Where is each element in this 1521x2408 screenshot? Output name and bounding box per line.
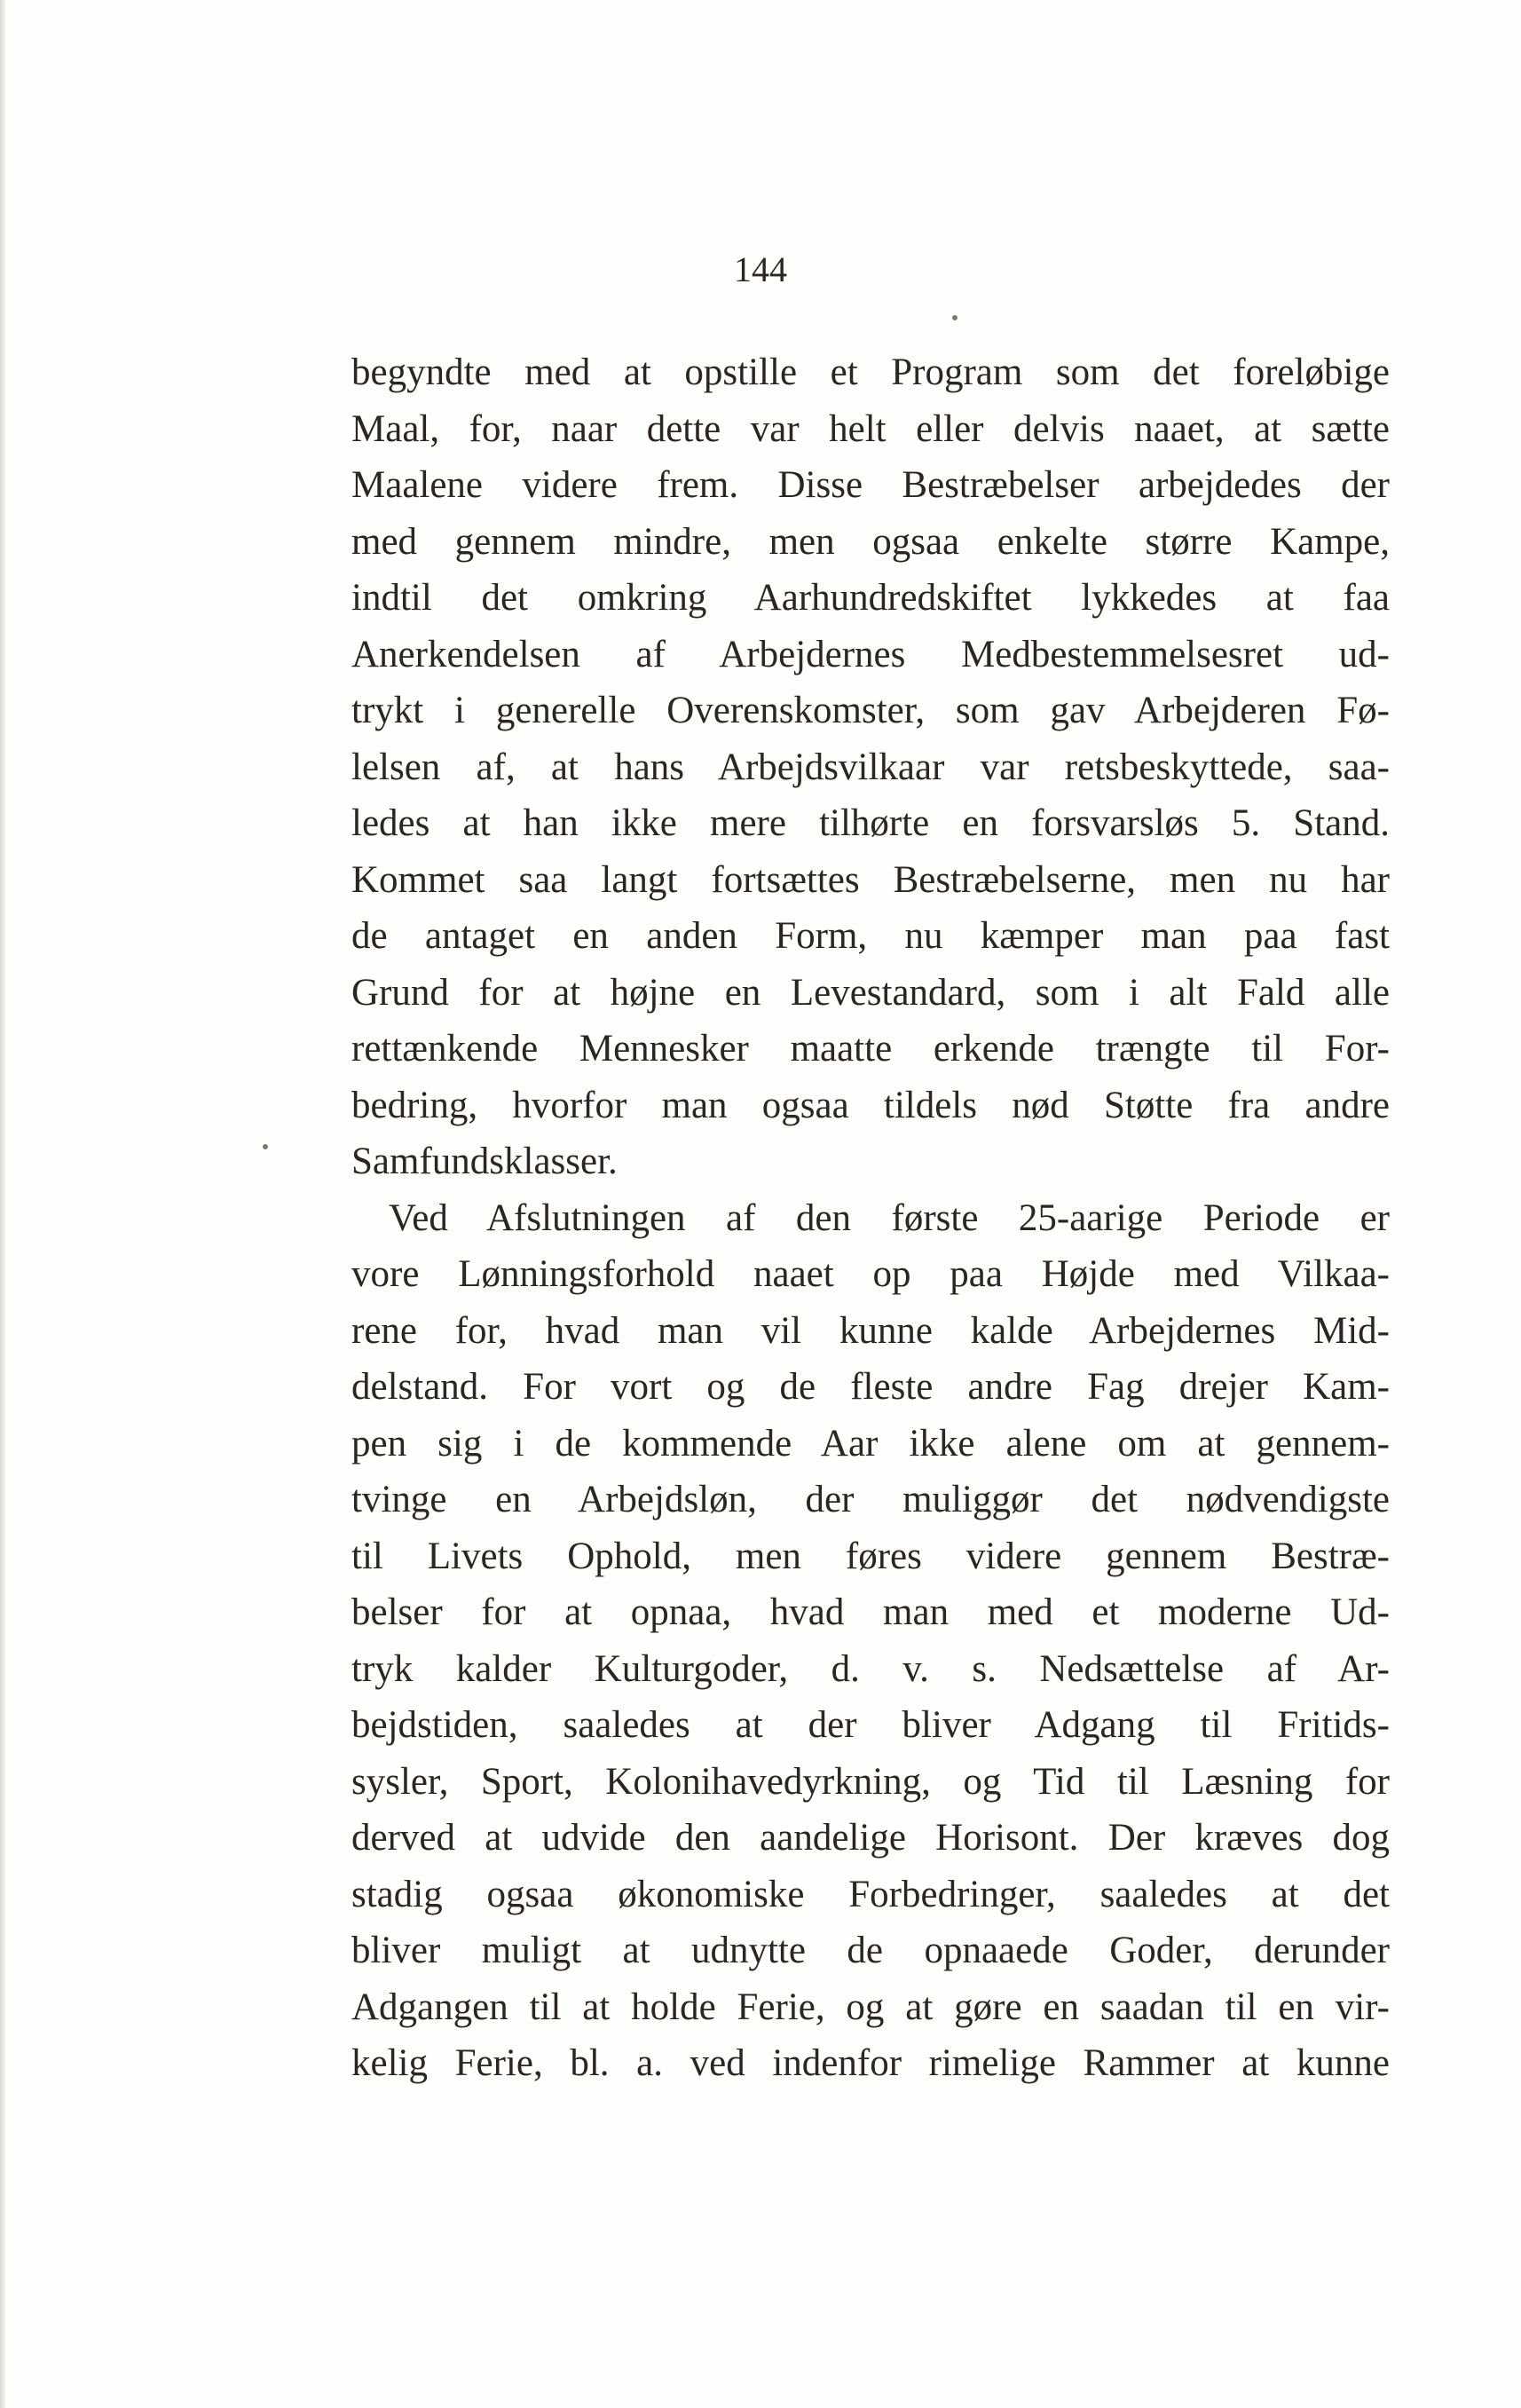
text-line: Ved Afslutningen af den første 25-aarige Periode er — [389, 1196, 1390, 1239]
speck-mark — [263, 1144, 268, 1149]
text-line: begyndte med at opstille et Program som det foreløbige — [351, 351, 1390, 393]
text-line: Kommet saa langt fortsættes Bestræbelserne, men nu har — [351, 858, 1390, 901]
text-line: stadig ogsaa økonomiske Forbedringer, saaledes at det — [351, 1873, 1390, 1915]
text-line: kelig Ferie, bl. a. ved indenfor rimelige Rammer at kunne — [351, 2042, 1390, 2084]
text-line: Adgangen til at holde Ferie, og at gøre en saadan til en vir- — [351, 1986, 1390, 2028]
text-line: tvinge en Arbejdsløn, der muliggør det nødvendigste — [351, 1479, 1390, 1520]
page-binding-edge — [0, 0, 5, 2408]
text-line: vore Lønningsforhold naaet op paa Højde med Vilkaa- — [351, 1253, 1390, 1295]
text-line: delstand. For vort og de fleste andre Fag drejer Kam- — [351, 1366, 1390, 1408]
text-line: til Livets Ophold, men føres videre gennem Bestræ- — [351, 1535, 1390, 1577]
text-line: Anerkendelsen af Arbejdernes Medbestemmelsesret ud- — [351, 633, 1390, 675]
text-line: indtil det omkring Aarhundredskiftet lykkedes at faa — [351, 577, 1390, 619]
speck-mark — [952, 315, 958, 320]
body-text — [351, 344, 1390, 2092]
text-line: lelsen af, at hans Arbejdsvilkaar var retsbeskyttede, saa- — [351, 746, 1390, 788]
page-number: 144 — [734, 249, 787, 289]
text-line: bejdstiden, saaledes at der bliver Adgang til Fritids- — [351, 1704, 1390, 1746]
text-line: tryk kalder Kulturgoder, d. v. s. Nedsættelse af Ar- — [351, 1647, 1390, 1690]
text-line: Samfundsklasser. — [351, 1141, 618, 1182]
text-line: bedring, hvorfor man ogsaa tildels nød Støtte fra andre — [351, 1084, 1390, 1126]
text-line: pen sig i de kommende Aar ikke alene om at gennem- — [351, 1422, 1390, 1465]
text-line: med gennem mindre, men ogsaa enkelte større Kampe, — [351, 520, 1390, 563]
text-line: Maal, for, naar dette var helt eller delvis naaet, at sætte — [351, 407, 1390, 450]
text-line: sysler, Sport, Kolonihavedyrkning, og Tid til Læsning for — [351, 1760, 1390, 1803]
text-line: derved at udvide den aandelige Horisont. Der kræves dog — [351, 1817, 1390, 1859]
text-line: trykt i generelle Overenskomster, som gav Arbejderen Fø- — [351, 690, 1390, 731]
text-line: rettænkende Mennesker maatte erkende trængte til For- — [351, 1028, 1390, 1070]
text-line: belser for at opnaa, hvad man med et moderne Ud- — [351, 1591, 1390, 1633]
text-line: bliver muligt at udnytte de opnaaede Goder, derunder — [351, 1930, 1390, 1971]
text-line: de antaget en anden Form, nu kæmper man paa fast — [351, 915, 1390, 957]
text-line: ledes at han ikke mere tilhørte en forsvarsløs 5. Stand. — [351, 802, 1390, 844]
text-line: Grund for at højne en Levestandard, som i alt Fald alle — [351, 971, 1390, 1014]
text-line: rene for, hvad man vil kunne kalde Arbejdernes Mid- — [351, 1309, 1390, 1352]
text-line: Maalene videre frem. Disse Bestræbelser arbejdedes der — [351, 464, 1390, 506]
